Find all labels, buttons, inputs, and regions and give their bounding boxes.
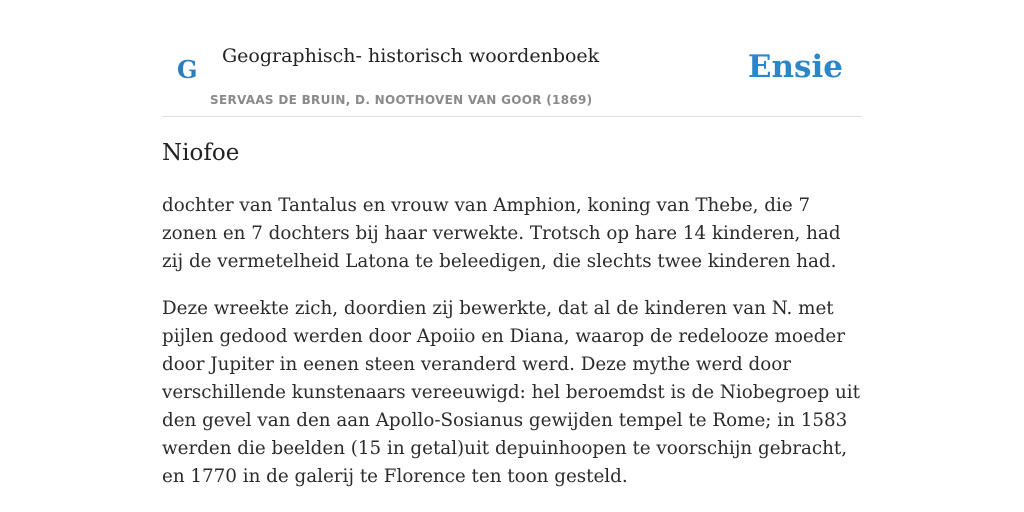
entry-paragraph: dochter van Tantalus en vrouw van Amphion, koning van Thebe, die 7 zonen en 7 dochters bij haar verwekte. Trotsch op hare 14 kinderen, had zij de vermetelheid Latona te beleedigen, die slechts twee kinderen had.: [162, 195, 841, 272]
brand-logo[interactable]: Ensie: [747, 49, 843, 85]
entry-body: [162, 192, 862, 510]
book-authors: SERVAAS DE BRUIN, D. NOOTHOVEN VAN GOOR (1869): [210, 93, 593, 107]
entry-title: Niofoe: [162, 140, 240, 166]
book-title[interactable]: Geographisch- historisch woordenboek: [222, 45, 600, 67]
entry-paragraph: Deze wreekte zich, doordien zij bewerkte, dat al de kinderen van N. met pijlen gedood werden door Apoiio en Diana, waarop de redelooze moeder door Jupiter in eenen steen veranderd werd. Deze mythe werd door verschillende kunstenaars vereeuwigd: hel beroemdst is de Niobegroep uit den gevel van den aan Apollo-Sosianus gewijden tempel te Rome; in 1583 werden die beelden (15 in getal)uit depuinhoopen te voorschijn gebracht, en 1770 in de galerij te Florence ten toon gesteld.: [162, 298, 860, 487]
book-logo-icon[interactable]: G: [177, 55, 198, 84]
header: [162, 0, 862, 117]
